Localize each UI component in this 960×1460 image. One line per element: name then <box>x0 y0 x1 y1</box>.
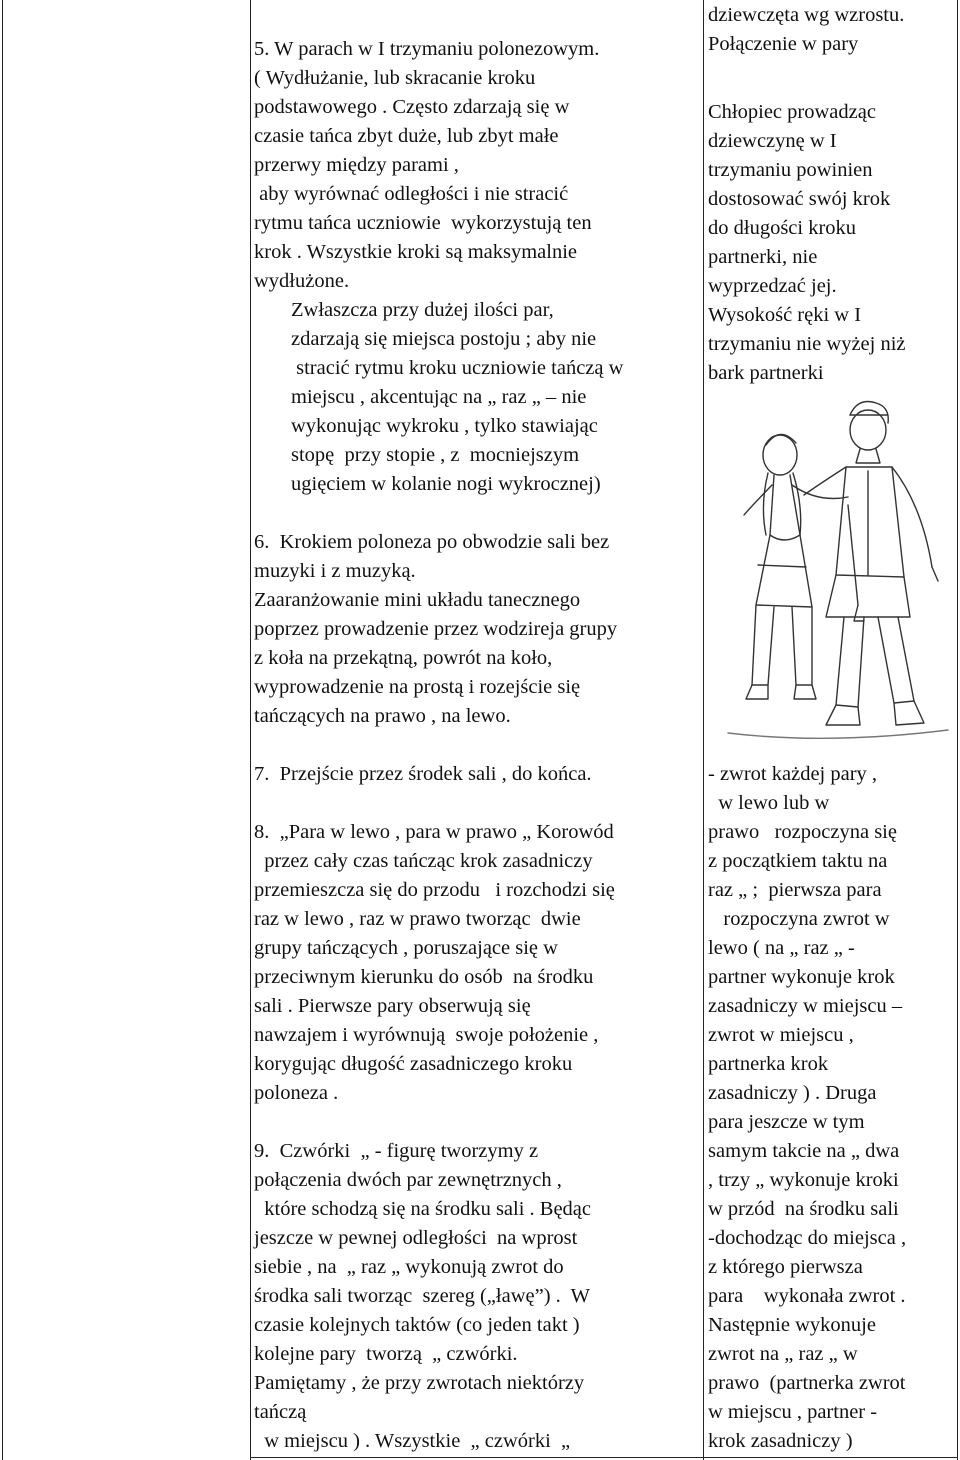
text-line: kolejne pary tworzą „ czwórki. <box>254 1343 518 1365</box>
boy-figure <box>804 402 938 726</box>
text-line: do długości kroku <box>708 217 857 239</box>
text-line: grupy tańczących , poruszające się w <box>254 937 558 959</box>
text-line: trzymaniu powinien <box>708 159 873 181</box>
text-line: Chłopiec prowadząc <box>708 101 876 123</box>
text-line: rytmu tańca uczniowie wykorzystują ten <box>254 212 592 234</box>
text-line: korygując długość zasadniczego kroku <box>254 1053 573 1075</box>
text-line: wyprowadzenie na prostą i rozejście się <box>254 676 581 698</box>
text-line: siebie , na „ raz „ wykonują zwrot do <box>254 1256 564 1278</box>
text-line: stopę przy stopie , z mocniejszym <box>291 444 580 466</box>
section-5-indented-text <box>291 296 623 499</box>
text-line: 5. W parach w I trzymaniu polonezowym. <box>254 38 600 60</box>
section-7-text <box>254 760 592 789</box>
right-turn-text <box>708 760 906 1456</box>
text-line: rozpoczyna zwrot w <box>708 908 890 930</box>
table-border-left <box>2 0 3 1460</box>
text-line: w miejscu ) . Wszystkie „ czwórki „ <box>254 1430 571 1452</box>
text-line: trzymaniu nie wyżej niż <box>708 333 906 355</box>
section-5-text <box>254 35 599 296</box>
text-line: wykonując wykroku , tylko stawiając <box>291 415 598 437</box>
section-8-text <box>254 818 615 1108</box>
text-line: które schodzą się na środku sali . Będąc <box>254 1198 592 1220</box>
text-line: -dochodząc do miejsca , <box>708 1227 907 1249</box>
text-line: raz w lewo , raz w prawo tworząc dwie <box>254 908 581 930</box>
text-line: przerwy między parami , <box>254 154 459 176</box>
text-line: zasadniczy w miejscu – <box>708 995 903 1017</box>
text-line: ( Wydłużanie, lub skracanie kroku <box>254 67 536 89</box>
text-line: raz „ ; pierwsza para <box>708 879 882 901</box>
text-line: lewo ( na „ raz „ - <box>708 937 855 959</box>
text-line: ugięciem w kolanie nogi wykrocznej) <box>291 473 601 495</box>
text-line: dziewczęta wg wzrostu. <box>708 4 905 26</box>
text-line: - zwrot każdej pary , <box>708 763 878 785</box>
text-line: przeciwnym kierunku do osób na środku <box>254 966 594 988</box>
text-line: przemieszcza się do przodu i rozchodzi się <box>254 879 615 901</box>
text-line: dostosować swój krok <box>708 188 891 210</box>
section-9-text <box>254 1137 591 1456</box>
text-line: Wysokość ręki w I <box>708 304 862 326</box>
text-line: jeszcze w pewnej odległości na wprost <box>254 1227 578 1249</box>
text-line: samym takcie na „ dwa <box>708 1140 900 1162</box>
text-line: Zwłaszcza przy dużej ilości par, <box>291 299 554 321</box>
text-line: sali . Pierwsze pary obserwują się <box>254 995 531 1017</box>
table-border-column-2 <box>703 0 704 1460</box>
text-line: 7. Przejście przez środek sali , do końca. <box>254 763 592 785</box>
text-line: wydłużone. <box>254 270 350 292</box>
text-line: Następnie wykonuje <box>708 1314 876 1336</box>
text-line: dziewczynę w I <box>708 130 837 152</box>
text-line: 9. Czwórki „ - figurę tworzymy z <box>254 1140 539 1162</box>
text-line: czasie tańca zbyt duże, lub zbyt małe <box>254 125 559 147</box>
text-line: muzyki i z muzyką. <box>254 560 416 582</box>
text-line: tańczących na prawo , na lewo. <box>254 705 511 727</box>
text-line: poprzez prowadzenie przez wodzireja grupy <box>254 618 618 640</box>
text-line: przez cały czas tańcząc krok zasadniczy <box>254 850 593 872</box>
text-line: w przód na środku sali <box>708 1198 899 1220</box>
text-line: czasie kolejnych taktów (co jeden takt ) <box>254 1314 580 1336</box>
table-border-column-1 <box>250 0 251 1460</box>
text-line: zwrot na „ raz „ w <box>708 1343 858 1365</box>
text-line: tańczą <box>254 1401 307 1423</box>
text-line: z którego pierwsza <box>708 1256 863 1278</box>
text-line: z koła na przekątną, powrót na koło, <box>254 647 553 669</box>
text-line: Zaaranżowanie mini układu tanecznego <box>254 589 581 611</box>
text-line: z początkiem taktu na <box>708 850 888 872</box>
text-line: zdarzają się miejsca postoju ; aby nie <box>291 328 597 350</box>
text-line: krok zasadniczy ) <box>708 1430 853 1452</box>
text-line: partnerki, nie <box>708 246 818 268</box>
text-line: miejscu , akcentując na „ raz „ – nie <box>291 386 587 408</box>
text-line: para wykonała zwrot . <box>708 1285 906 1307</box>
text-line: prawo rozpoczyna się <box>708 821 897 843</box>
text-line: zwrot w miejscu , <box>708 1024 854 1046</box>
text-line: partnerka krok <box>708 1053 829 1075</box>
text-line: w miejscu , partner - <box>708 1401 878 1423</box>
text-line: wyprzedzać jej. <box>708 275 837 297</box>
text-line: 8. „Para w lewo , para w prawo „ Korowód <box>254 821 614 843</box>
text-line: zasadniczy ) . Druga <box>708 1082 877 1104</box>
text-line: aby wyrównać odległości i nie stracić <box>254 183 569 205</box>
right-top-text <box>708 1 904 59</box>
text-line: poloneza . <box>254 1082 339 1104</box>
girl-figure <box>744 434 848 699</box>
text-line: partner wykonuje krok <box>708 966 895 988</box>
text-line: bark partnerki <box>708 362 824 384</box>
text-line: , trzy „ wykonuje kroki <box>708 1169 899 1191</box>
dancing-couple-illustration-icon <box>708 385 958 755</box>
section-6-text <box>254 528 617 731</box>
text-line: podstawowego . Często zdarzają się w <box>254 96 570 118</box>
text-line: para jeszcze w tym <box>708 1111 865 1133</box>
text-line: 6. Krokiem poloneza po obwodzie sali bez <box>254 531 610 553</box>
text-line: krok . Wszystkie kroki są maksymalnie <box>254 241 578 263</box>
table-border-bottom <box>250 1457 957 1458</box>
text-line: prawo (partnerka zwrot <box>708 1372 906 1394</box>
text-line: połączenia dwóch par zewnętrznych , <box>254 1169 562 1191</box>
text-line: środka sali tworząc szereg („ławę”) . W <box>254 1285 590 1307</box>
right-pairing-text <box>708 98 906 388</box>
text-line: w lewo lub w <box>708 792 830 814</box>
text-line: nawzajem i wyrównują swoje położenie , <box>254 1024 599 1046</box>
text-line: stracić rytmu kroku uczniowie tańczą w <box>291 357 624 379</box>
text-line: Pamiętamy , że przy zwrotach niektórzy <box>254 1372 585 1394</box>
text-line: Połączenie w pary <box>708 33 859 55</box>
